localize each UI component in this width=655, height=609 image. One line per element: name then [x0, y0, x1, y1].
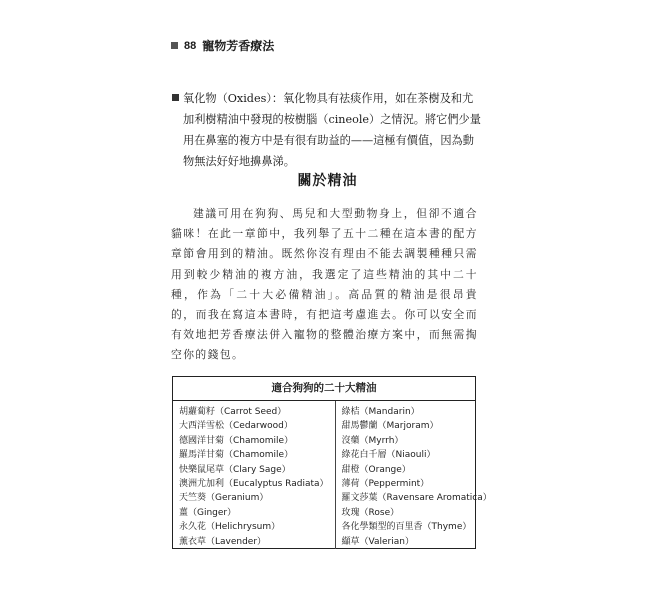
table-row: 薰衣草（Lavender）	[179, 536, 267, 547]
oils-table	[172, 376, 492, 549]
table-row: 甜馬鬱蘭（Marjoram）	[341, 421, 439, 432]
table-left-column	[173, 401, 336, 549]
table-row: 永久花（Helichrysum）	[179, 522, 281, 533]
table-row: 甜橙（Orange）	[341, 464, 411, 475]
table-row: 德國洋甘菊（Chamomile）	[179, 435, 294, 446]
book-title: 寵物芳香療法	[202, 39, 275, 53]
table-right-column	[336, 401, 498, 549]
section-title: 關於精油	[297, 173, 358, 189]
square-bullet-icon	[171, 42, 178, 49]
page-number: 88	[184, 39, 197, 52]
table-row: 天竺葵（Geranium）	[179, 493, 269, 504]
oxides-text: 氧化物（Oxides）：氧化物具有祛痰作用，如在茶樹及和尤加利樹精油中發現的桉樹腦（cineole）之情況。將它們少量用在鼻塞的複方中是有很有助益的——這極有價值，因為動物無法好好地擤鼻涕。	[183, 92, 481, 168]
table-row: 薑（Ginger）	[179, 507, 237, 518]
table-row: 纈草（Valerian）	[341, 536, 414, 547]
running-header	[171, 37, 274, 54]
table-row: 綠花白千層（Niaouli）	[341, 450, 436, 461]
table-row: 羅馬洋甘菊（Chamomile）	[179, 450, 294, 461]
table-row: 薄荷（Peppermint）	[341, 478, 430, 489]
body-paragraph: 建議可用在狗狗、馬兒和大型動物身上，但卻不適合貓咪！在此一章節中，我列舉了五十二種在這本書的配方章節會用到的精油。既然你沒有理由不能去調製種種只需用到較少精油的複方油，我選定了這些精油的其中二十種，作為「二十大必備精油」。高品質的精油是很昂貴的，而我在寫這本書時，有把這考慮進去。你可以安全而有效地把芳香療法併入寵物的整體治療方案中，而無需掏空你的錢包。	[171, 207, 478, 362]
table-title: 適合狗狗的二十大精油	[173, 377, 475, 401]
square-bullet-icon	[172, 94, 179, 101]
table-row: 各化學類型的百里香（Thyme）	[341, 522, 472, 533]
table-body	[173, 401, 492, 549]
table-row: 澳洲尤加利（Eucalyptus Radiata）	[179, 478, 329, 489]
table-row: 羅文莎葉（Ravensare Aromatica）	[341, 493, 492, 504]
oxides-bullet	[172, 88, 482, 172]
table-row: 快樂鼠尾草（Clary Sage）	[179, 464, 291, 475]
table-row: 大西洋雪松（Cedarwood）	[179, 421, 293, 432]
table-row: 沒藥（Myrrh）	[341, 435, 404, 446]
table-row: 胡蘿蔔籽（Carrot Seed）	[179, 407, 287, 417]
table-row: 玫瑰（Rose）	[341, 507, 400, 518]
table-row: 綠桔（Mandarin）	[341, 407, 420, 417]
